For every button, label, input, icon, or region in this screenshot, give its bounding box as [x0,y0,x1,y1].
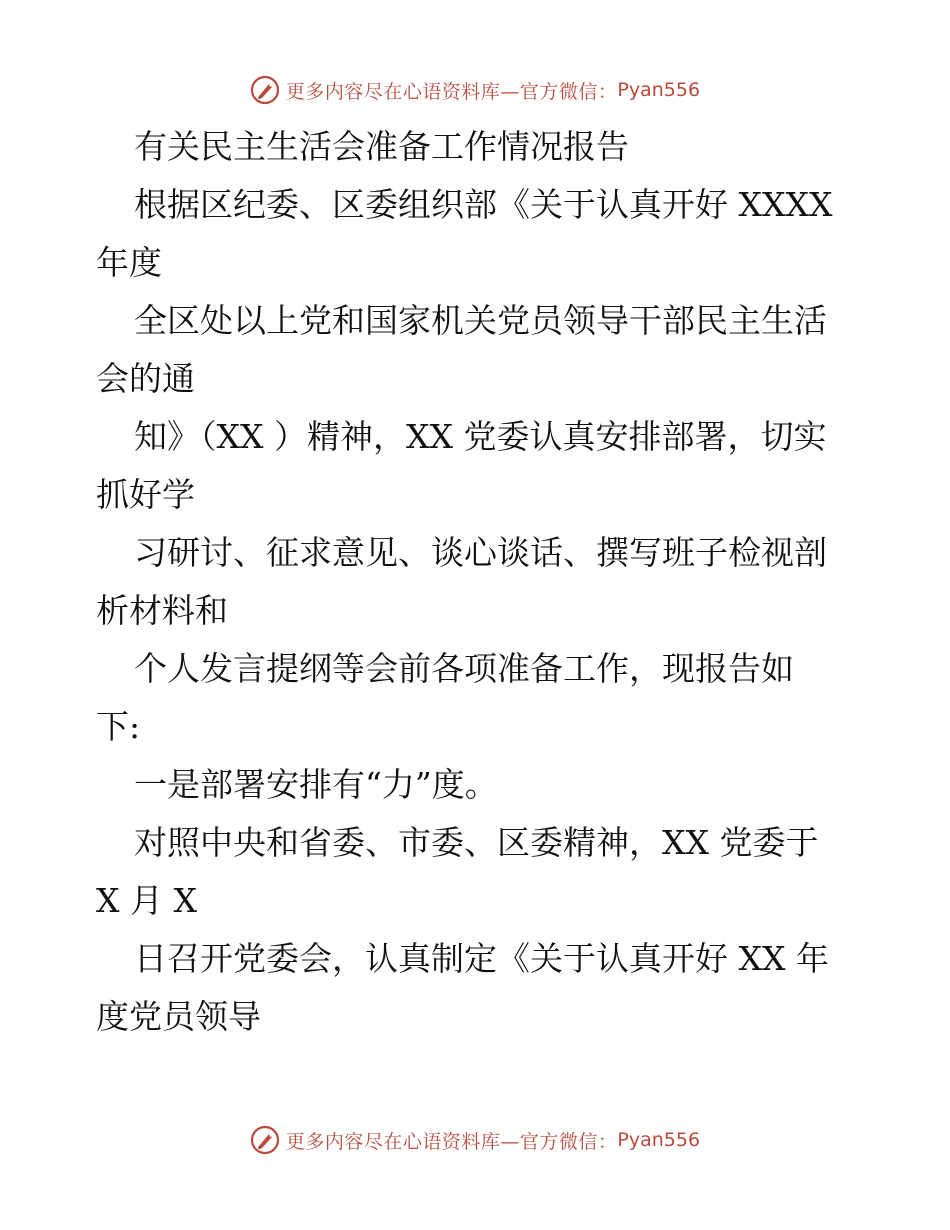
text-line: X 月 X [96,881,197,920]
text-line: 个人发言提纲等会前各项准备工作，现报告如 [134,649,794,688]
document-title: 有关民主生活会准备工作情况报告 [134,127,629,166]
text-line: 习研讨、征求意见、谈心谈话、撰写班子检视剖 [134,533,827,572]
text-line: 知》（XX ）精神，XX 党委认真安排部署，切实 [134,417,827,456]
text-line: 析材料和 [96,591,228,630]
banner-contact: Pyan556 [617,1129,701,1151]
banner-text: 更多内容尽在心语资料库—官方微信： [285,80,618,103]
header-banner [0,70,950,110]
text-line: 下: [96,707,141,746]
text-line: 会的通 [96,359,195,398]
footer-banner [0,1120,950,1160]
text-line: 对照中央和省委、市委、区委精神，XX 党委于 [134,823,819,862]
text-line: 日召开党委会，认真制定《关于认真开好 XX 年 [134,939,829,978]
section-heading: 一是部署安排有“力”度。 [134,765,498,804]
pen-logo-icon [250,1125,280,1155]
pen-logo-icon [250,75,280,105]
document-body [96,118,856,1046]
text-line: 度党员领导 [96,997,261,1036]
text-line: 抓好学 [96,475,195,514]
banner-contact: Pyan556 [617,79,701,101]
text-line: 根据区纪委、区委组织部《关于认真开好 XXXX [134,185,833,224]
text-line: 年度 [96,243,162,282]
banner-text: 更多内容尽在心语资料库—官方微信： [285,1130,618,1153]
text-line: 全区处以上党和国家机关党员领导干部民主生活 [134,301,827,340]
